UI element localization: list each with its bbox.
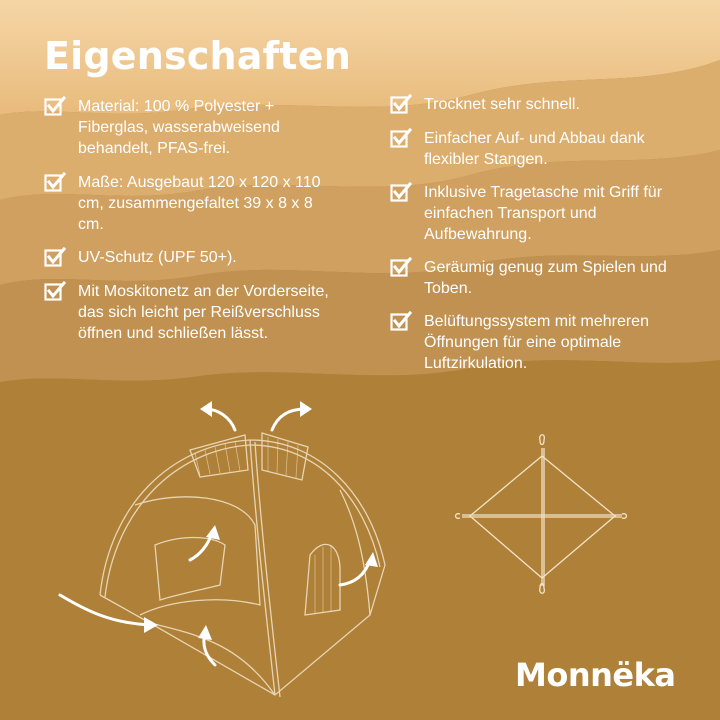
- list-item: [390, 128, 690, 170]
- list-item: [44, 281, 334, 344]
- list-item: [390, 94, 690, 116]
- list-item-text: Maße: Ausgebaut 120 x 120 x 110 cm, zusammengefaltet 39 x 8 x 8 cm.: [78, 174, 321, 233]
- tent-illustration: [40, 395, 400, 715]
- list-item: [390, 182, 690, 245]
- checkbox-checked-icon: [44, 172, 66, 194]
- checkbox-checked-icon: [390, 182, 412, 204]
- list-item-text: Trocknet sehr schnell.: [424, 96, 580, 113]
- list-item-text: Mit Moskitonetz an der Vorderseite, das sich leicht per Reißverschluss öffnen und schließen lässt.: [78, 283, 329, 342]
- list-item-text: UV-Schutz (UPF 50+).: [78, 249, 237, 266]
- list-item-text: Material: 100 % Polyester + Fiberglas, wasserabweisend behandelt, PFAS-frei.: [78, 98, 280, 157]
- list-item: [390, 311, 690, 374]
- checkbox-checked-icon: [44, 247, 66, 269]
- checkbox-checked-icon: [390, 311, 412, 333]
- list-item: [44, 172, 334, 235]
- list-item: [44, 96, 334, 159]
- list-item-text: Inklusive Tragetasche mit Griff für einfachen Transport und Aufbewahrung.: [424, 184, 663, 243]
- list-item: [44, 247, 334, 269]
- checkbox-checked-icon: [44, 281, 66, 303]
- list-item-text: Geräumig genug zum Spielen und Toben.: [424, 259, 667, 297]
- checkbox-checked-icon: [390, 128, 412, 150]
- brand-logo: Monnëka: [515, 656, 676, 694]
- checkbox-checked-icon: [44, 96, 66, 118]
- checkbox-checked-icon: [390, 94, 412, 116]
- list-item: [390, 257, 690, 299]
- tent-frame-illustration: [450, 428, 630, 606]
- page-title: Eigenschaften: [44, 34, 351, 78]
- list-item-text: Belüftungssystem mit mehreren Öffnungen für eine optimale Luftzirkulation.: [424, 313, 649, 372]
- list-item-text: Einfacher Auf- und Abbau dank flexibler Stangen.: [424, 130, 645, 168]
- checkbox-checked-icon: [390, 257, 412, 279]
- feature-list-left: [44, 96, 334, 356]
- feature-list-right: [390, 94, 690, 386]
